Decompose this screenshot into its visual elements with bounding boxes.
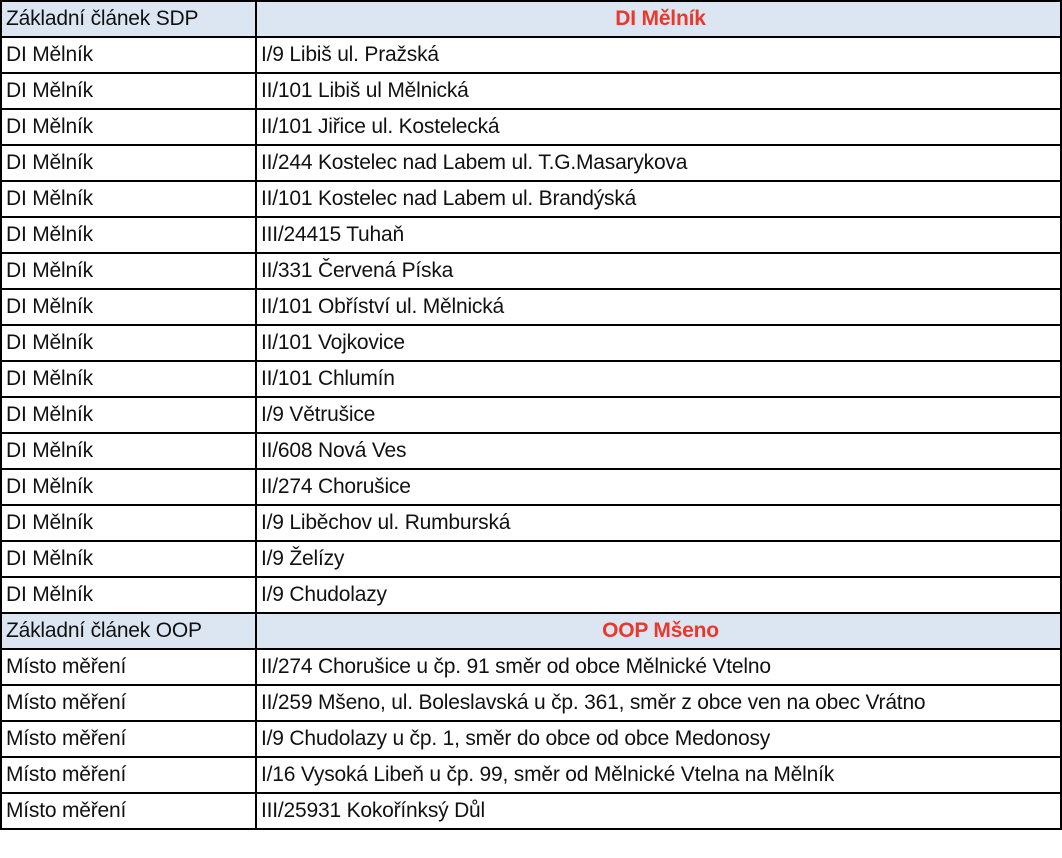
row-value-cell[interactable]: I/9 Větrušice [256,397,1061,433]
table-row [1,109,1061,145]
row-value-cell[interactable]: I/9 Chudolazy [256,577,1061,613]
row-value-cell[interactable]: II/101 Jiřice ul. Kostelecká [256,109,1061,145]
row-label-cell[interactable]: Místo měření [1,649,256,685]
row-label-cell[interactable]: DI Mělník [1,325,256,361]
row-value-cell[interactable]: II/274 Chorušice u čp. 91 směr od obce Mělnické Vtelno [256,649,1061,685]
row-value-cell[interactable]: II/101 Obříství ul. Mělnická [256,289,1061,325]
table-row [1,181,1061,217]
table-row [1,505,1061,541]
table-row [1,37,1061,73]
section-label-cell[interactable]: Základní článek SDP [1,1,256,37]
row-label-cell[interactable]: DI Mělník [1,145,256,181]
row-label-cell[interactable]: DI Mělník [1,37,256,73]
table-row [1,217,1061,253]
table-row [1,325,1061,361]
section-title-cell[interactable]: DI Mělník [256,1,1061,37]
row-label-cell[interactable]: Místo měření [1,793,256,829]
row-label-cell[interactable]: DI Mělník [1,433,256,469]
row-label-cell[interactable]: DI Mělník [1,289,256,325]
row-value-cell[interactable]: II/274 Chorušice [256,469,1061,505]
row-label-cell[interactable]: DI Mělník [1,181,256,217]
table-row [1,361,1061,397]
row-value-cell[interactable]: II/101 Vojkovice [256,325,1061,361]
table-row [1,649,1061,685]
row-label-cell[interactable]: DI Mělník [1,397,256,433]
row-value-cell[interactable]: I/9 Chudolazy u čp. 1, směr do obce od obce Medonosy [256,721,1061,757]
table-row [1,577,1061,613]
table-row [1,685,1061,721]
table-row [1,289,1061,325]
row-value-cell[interactable]: I/9 Libiš ul. Pražská [256,37,1061,73]
row-label-cell[interactable]: DI Mělník [1,469,256,505]
row-label-cell[interactable]: DI Mělník [1,361,256,397]
row-label-cell[interactable]: DI Mělník [1,73,256,109]
row-label-cell[interactable]: DI Mělník [1,541,256,577]
table-row [1,469,1061,505]
spreadsheet-body [1,1,1061,829]
row-label-cell[interactable]: DI Mělník [1,505,256,541]
table-row [1,145,1061,181]
section-header-row [1,1,1061,37]
table-row [1,757,1061,793]
section-label-cell[interactable]: Základní článek OOP [1,613,256,649]
table-row [1,73,1061,109]
row-value-cell[interactable]: I/9 Liběchov ul. Rumburská [256,505,1061,541]
row-value-cell[interactable]: III/24415 Tuhaň [256,217,1061,253]
row-label-cell[interactable]: Místo měření [1,757,256,793]
row-value-cell[interactable]: II/244 Kostelec nad Labem ul. T.G.Masarykova [256,145,1061,181]
row-label-cell[interactable]: DI Mělník [1,253,256,289]
row-value-cell[interactable]: II/331 Červená Píska [256,253,1061,289]
table-row [1,721,1061,757]
row-label-cell[interactable]: DI Mělník [1,577,256,613]
table-row [1,541,1061,577]
row-label-cell[interactable]: Místo měření [1,685,256,721]
row-label-cell[interactable]: DI Mělník [1,109,256,145]
section-header-row [1,613,1061,649]
row-value-cell[interactable]: III/25931 Kokořínksý Důl [256,793,1061,829]
row-value-cell[interactable]: II/608 Nová Ves [256,433,1061,469]
table-row [1,793,1061,829]
table-row [1,397,1061,433]
table-row [1,433,1061,469]
row-label-cell[interactable]: DI Mělník [1,217,256,253]
row-value-cell[interactable]: I/16 Vysoká Libeň u čp. 99, směr od Mělnické Vtelna na Mělník [256,757,1061,793]
row-value-cell[interactable]: I/9 Želízy [256,541,1061,577]
table-row [1,253,1061,289]
section-title-cell[interactable]: OOP Mšeno [256,613,1061,649]
row-value-cell[interactable]: II/101 Kostelec nad Labem ul. Brandýská [256,181,1061,217]
row-value-cell[interactable]: II/101 Libiš ul Mělnická [256,73,1061,109]
row-label-cell[interactable]: Místo měření [1,721,256,757]
row-value-cell[interactable]: II/101 Chlumín [256,361,1061,397]
row-value-cell[interactable]: II/259 Mšeno, ul. Boleslavská u čp. 361, směr z obce ven na obec Vrátno [256,685,1061,721]
